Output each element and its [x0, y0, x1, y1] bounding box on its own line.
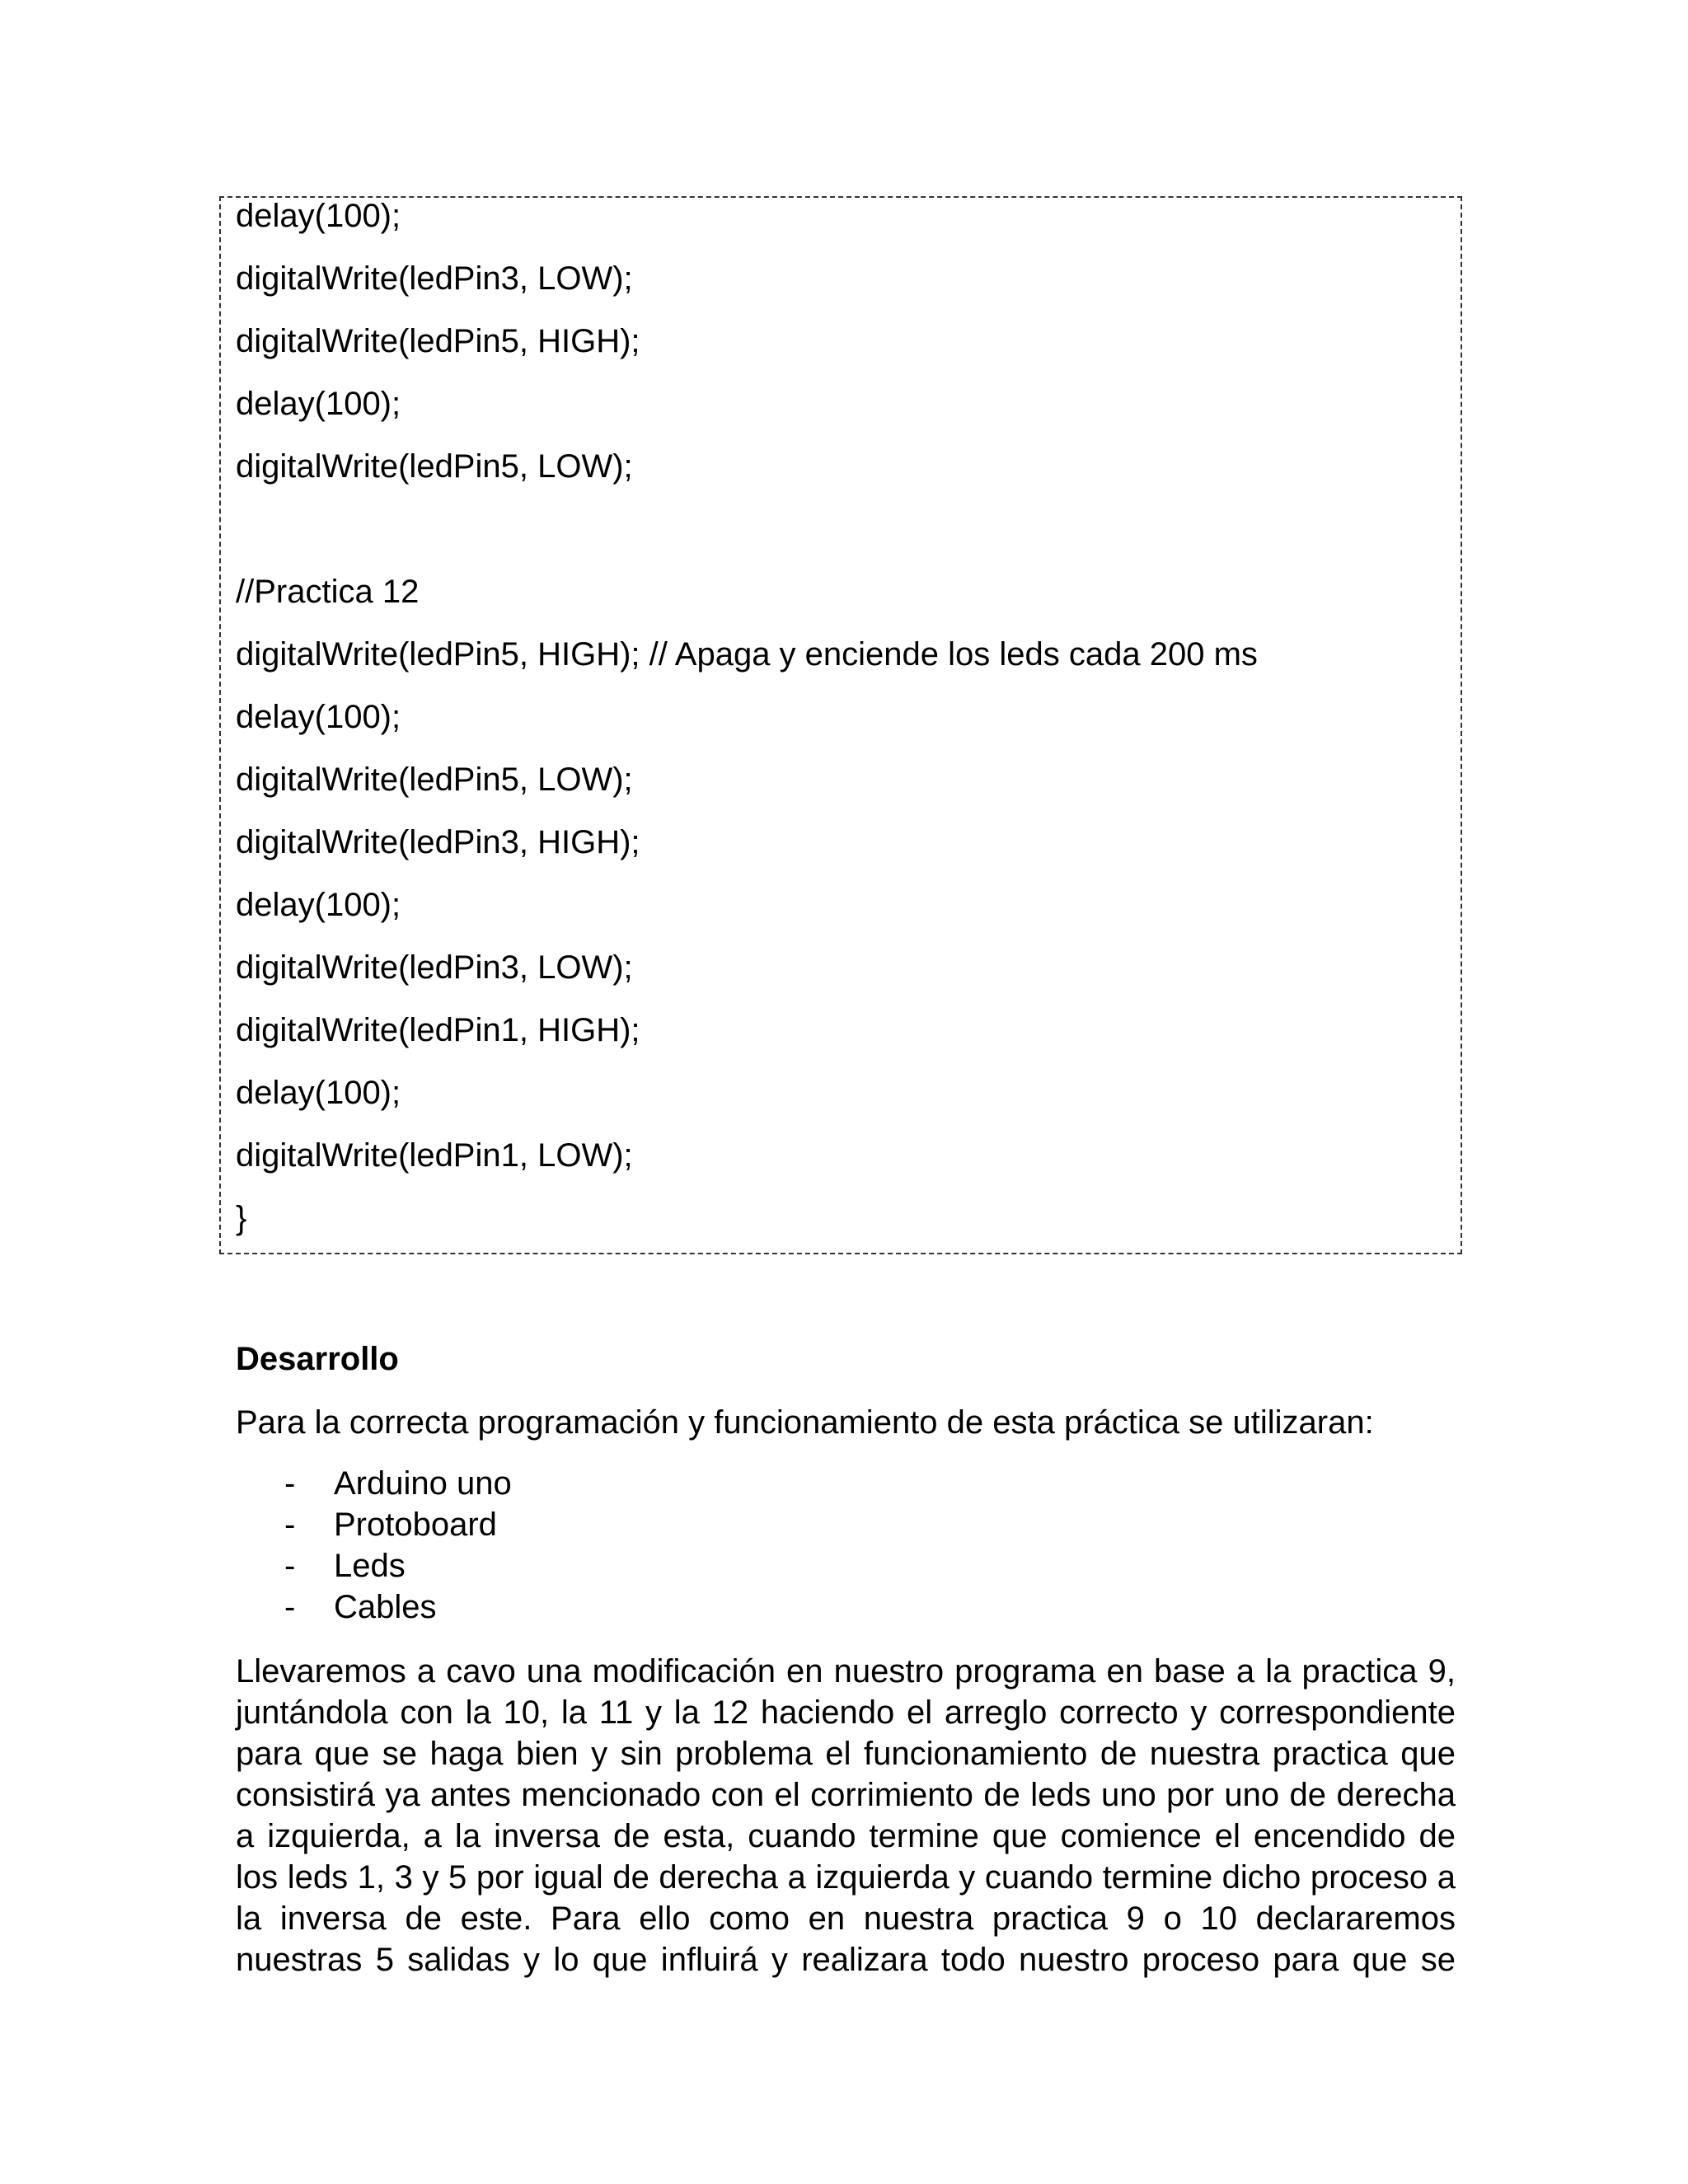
code-line: digitalWrite(ledPin5, LOW);	[236, 448, 633, 485]
code-line: delay(100);	[236, 699, 401, 735]
code-closing-brace: }	[236, 1200, 247, 1236]
code-line: digitalWrite(ledPin5, HIGH); // Apaga y enciende los leds cada 200 ms	[236, 636, 1258, 673]
code-line: delay(100);	[236, 887, 401, 923]
materials-list-item	[284, 1505, 497, 1544]
code-line: digitalWrite(ledPin1, HIGH);	[236, 1012, 640, 1048]
bullet-marker: -	[284, 1507, 296, 1543]
code-line: delay(100);	[236, 386, 401, 422]
code-line: delay(100);	[236, 198, 401, 234]
paragraph-line: juntándola con la 10, la 11 y la 12 haciendo el arreglo correcto y correspondiente	[236, 1694, 1456, 1731]
code-line: digitalWrite(ledPin1, LOW);	[236, 1137, 633, 1174]
materials-list-item	[284, 1546, 406, 1586]
code-line: digitalWrite(ledPin3, LOW);	[236, 260, 633, 297]
code-line: digitalWrite(ledPin3, LOW);	[236, 949, 633, 986]
material-label: Arduino uno	[334, 1465, 512, 1502]
bullet-marker: -	[284, 1465, 296, 1502]
paragraph-line: Llevaremos a cavo una modificación en nuestro programa en base a la practica 9,	[236, 1653, 1456, 1690]
material-label: Leds	[334, 1548, 406, 1584]
material-label: Cables	[334, 1589, 437, 1625]
section-heading: Desarrollo	[236, 1341, 399, 1377]
code-comment-practica-12: //Practica 12	[236, 574, 420, 610]
materials-list-item	[284, 1587, 437, 1627]
intro-sentence: Para la correcta programación y funcionamiento de esta práctica se utilizaran:	[236, 1404, 1374, 1441]
bullet-marker: -	[284, 1548, 296, 1584]
material-label: Protoboard	[334, 1507, 497, 1543]
code-line: digitalWrite(ledPin5, LOW);	[236, 762, 633, 798]
paragraph-line: nuestras 5 salidas y lo que influirá y realizara todo nuestro proceso para que se	[236, 1942, 1456, 1978]
paragraph-line: para que se haga bien y sin problema el funcionamiento de nuestra practica que	[236, 1736, 1456, 1772]
materials-list-item	[284, 1464, 512, 1503]
paragraph-line: consistirá ya antes mencionado con el corrimiento de leds uno por uno de derecha	[236, 1777, 1456, 1813]
paragraph-line: a izquierda, a la inversa de esta, cuando termine que comience el encendido de	[236, 1818, 1456, 1854]
code-line: digitalWrite(ledPin5, HIGH);	[236, 323, 640, 359]
code-line: delay(100);	[236, 1075, 401, 1111]
bullet-marker: -	[284, 1589, 296, 1625]
paragraph-line: los leds 1, 3 y 5 por igual de derecha a izquierda y cuando termine dicho proceso a	[236, 1859, 1456, 1896]
code-line: digitalWrite(ledPin3, HIGH);	[236, 824, 640, 860]
paragraph-line: la inversa de este. Para ello como en nuestra practica 9 o 10 declararemos	[236, 1900, 1456, 1937]
